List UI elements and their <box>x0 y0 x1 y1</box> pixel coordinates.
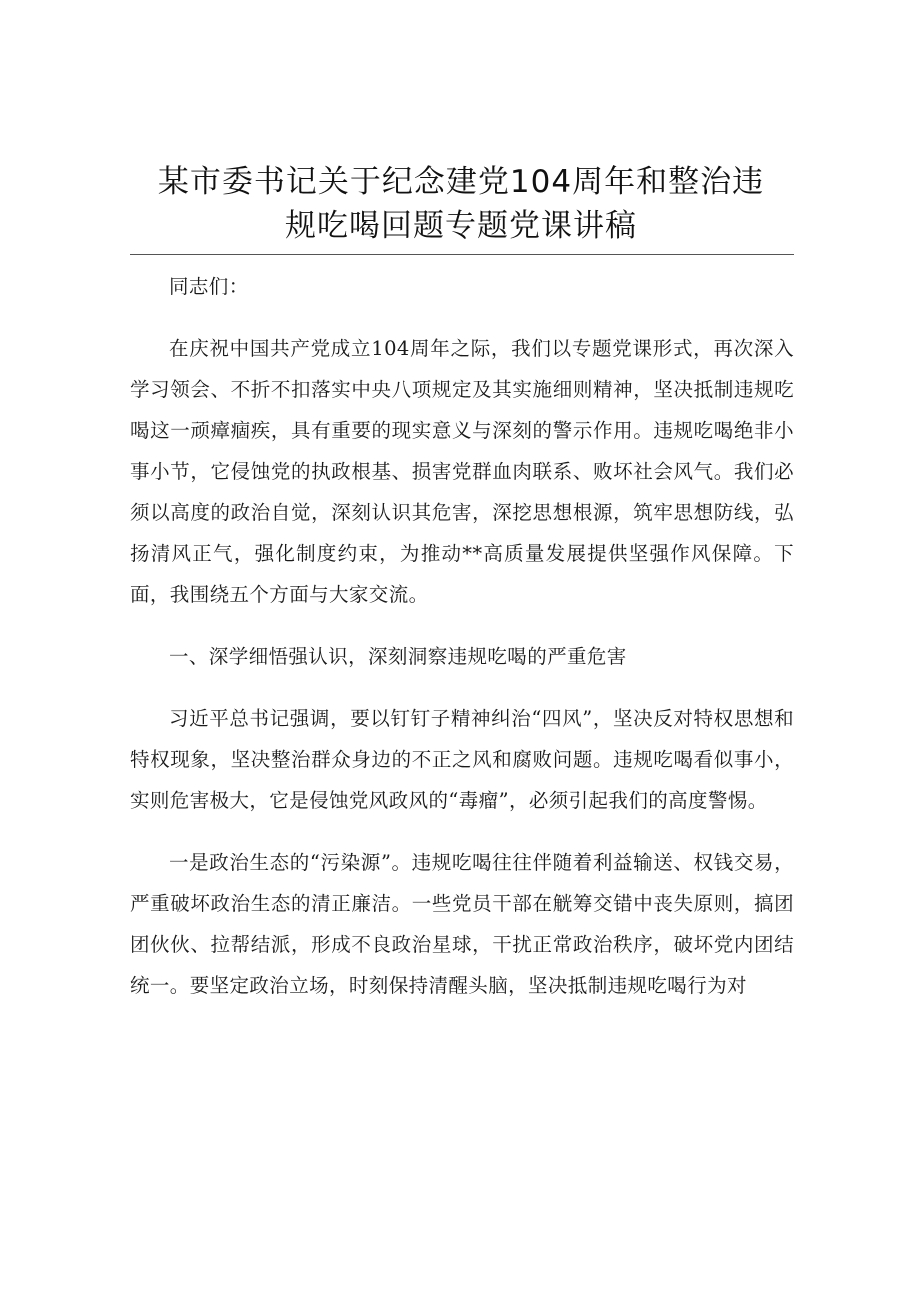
greeting-paragraph: 同志们： <box>169 275 249 298</box>
document-title <box>130 160 792 248</box>
body-paragraph: 一是政治生态的“污染源”。违规吃喝往往伴随着利益输送、权钱交易，严重破坏政治生态的清正廉洁。一些党员干部在觥筹交错中丧失原则，搞团团伙伙、拉帮结派，形成不良政治星球，干扰正常政治秩序，破坏党内团结统一。要坚定政治立场，时刻保持清醒头脑，坚决抵制违规吃喝行为对 <box>130 851 794 997</box>
document-body <box>130 266 794 1027</box>
title-line-2: 规吃喝回题专题党课讲稿 <box>285 208 637 244</box>
body-paragraph: 习近平总书记强调，要以钉钉子精神纠治“四风”，坚决反对特权思想和特权现象，坚决整治群众身边的不正之风和腐败问题。违规吃喝看似事小，实则危害极大，它是侵蚀党风政风的“毒瘤”，必须引起我们的高度警惕。 <box>130 707 794 812</box>
title-line-1: 某市委书记关于纪念建党104周年和整治违 <box>157 164 765 200</box>
title-underline <box>130 254 794 255</box>
section-heading-1: 一、深学细悟强认识，深刻洞察违规吃喝的严重危害 <box>169 645 627 668</box>
intro-paragraph: 在庆祝中国共产党成立104周年之际，我们以专题党课形式，再次深入学习领会、不折不扣落实中央八项规定及其实施细则精神，坚决抵制违规吃喝这一顽瘴痼疾，具有重要的现实意义与深刻的警示作用。违规吃喝绝非小事小节，它侵蚀党的执政根基、损害党群血肉联系、败坏社会风气。我们必须以高度的政治自觉，深刻认识其危害，深挖思想根源，筑牢思想防线，弘扬清风正气，强化制度约束，为推动**高质量发展提供坚强作风保障。下面，我围绕五个方面与大家交流。 <box>130 337 794 606</box>
